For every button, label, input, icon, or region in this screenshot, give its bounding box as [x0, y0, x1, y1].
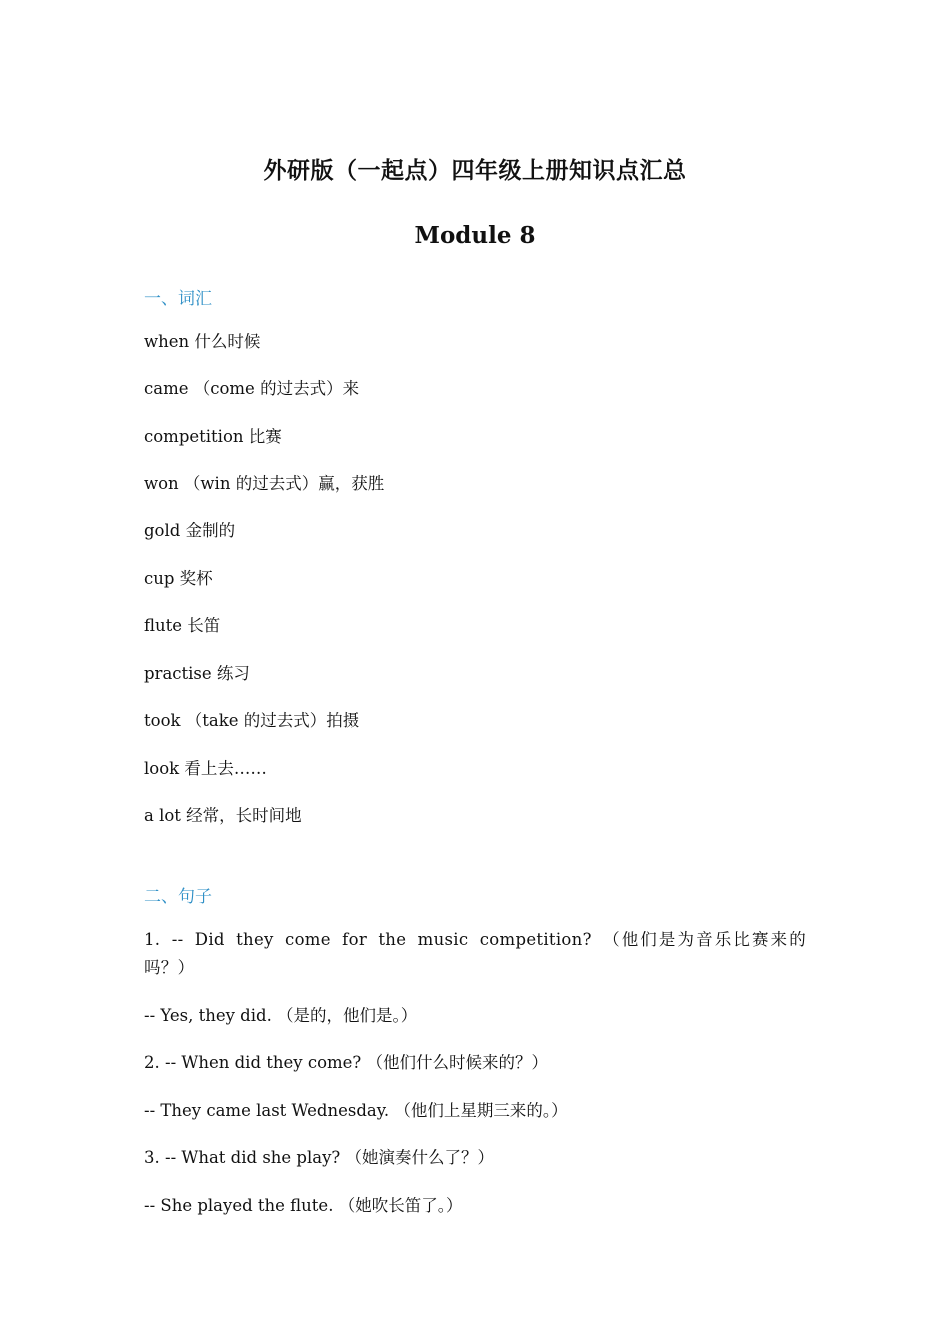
sentences-heading: 二、句子	[144, 887, 212, 907]
document-title: 外研版（一起点）四年级上册知识点汇总	[263, 157, 687, 184]
vocab-item: came （come 的过去式）来	[144, 379, 360, 398]
vocab-item: flute 长笛	[144, 616, 221, 635]
vocab-item: took （take 的过去式）拍摄	[144, 711, 360, 730]
sentence-item: 2. -- When did they come? （他们什么时候来的？）	[144, 1053, 549, 1072]
vocab-item: competition 比赛	[144, 427, 282, 446]
sentence-item: 3. -- What did she play? （她演奏什么了？）	[144, 1148, 495, 1167]
vocab-item: gold 金制的	[144, 521, 236, 540]
module-title: Module 8	[414, 222, 536, 249]
sentence-item: -- She played the flute. （她吹长笛了。）	[144, 1196, 463, 1215]
vocab-item: won （win 的过去式）赢，获胜	[144, 474, 385, 493]
sentence-item: -- They came last Wednesday. （他们上星期三来的。）	[144, 1101, 568, 1120]
vocab-item: when 什么时候	[144, 332, 261, 351]
vocab-item: a lot 经常，长时间地	[144, 806, 302, 825]
vocab-item: cup 奖杯	[144, 569, 213, 588]
sentence-item: 1. -- Did they come for the music competition? （他们是为音乐比赛来的吗？）	[144, 930, 806, 977]
sentence-item: -- Yes, they did. （是的，他们是。）	[144, 1006, 418, 1025]
vocabulary-heading: 一、词汇	[144, 289, 212, 309]
vocab-item: practise 练习	[144, 664, 250, 683]
vocab-item: look 看上去……	[144, 759, 267, 778]
